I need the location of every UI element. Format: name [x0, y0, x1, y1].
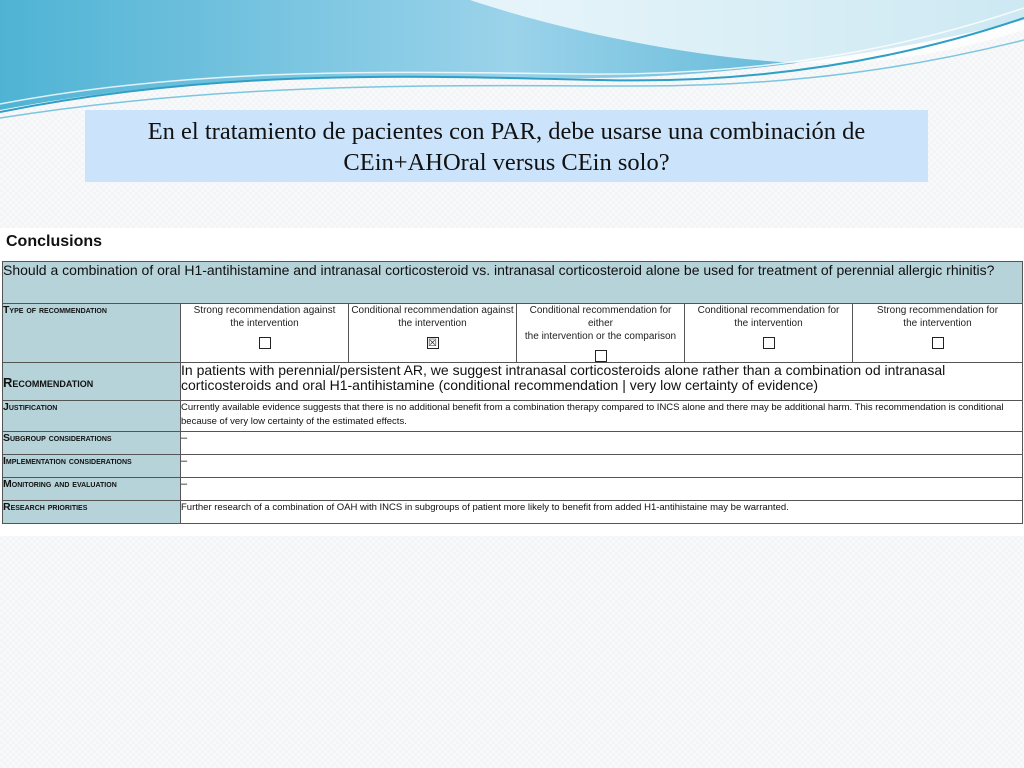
slide-title-line-2: CEin+AHOral versus CEin solo? — [343, 149, 670, 176]
option-conditional-for — [685, 304, 853, 363]
question-text: Should a combination of oral H1-antihistamine and intranasal corticosteroid vs. intranasal corticosteroid alone be used for treatment of perennial allergic rhinitis? — [3, 262, 1023, 304]
recommendation-label: Recommendation — [3, 363, 181, 401]
subgroup-label: Subgroup considerations — [3, 432, 181, 455]
conclusions-panel — [0, 228, 1024, 536]
option-line-2: the intervention — [230, 318, 299, 329]
option-line-2: the intervention — [734, 318, 803, 329]
research-row — [3, 501, 1023, 524]
implementation-label: Implementation considerations — [3, 455, 181, 478]
conclusions-heading: Conclusions — [6, 233, 103, 250]
slide-title-line-1: En el tratamiento de pacientes con PAR, debe usarse una combinación de — [147, 118, 866, 145]
option-line-1: Conditional recommendation against — [351, 305, 514, 316]
question-row — [3, 262, 1023, 304]
subgroup-row — [3, 432, 1023, 455]
monitoring-row — [3, 478, 1023, 501]
option-conditional-against — [349, 304, 517, 363]
justification-label: Justification — [3, 401, 181, 432]
type-of-recommendation-label: Type of recommendation — [3, 304, 181, 363]
research-text: Further research of a combination of OAH with INCS in subgroups of patient more likely to benefit from added H1-antihistaine may be warranted. — [181, 501, 1023, 524]
justification-row — [3, 401, 1023, 432]
decorative-wave — [0, 0, 1024, 120]
option-line-2: the intervention — [903, 318, 972, 329]
checkbox-conditional-against[interactable]: ☒ — [428, 338, 437, 349]
option-line-1: Strong recommendation for — [876, 305, 999, 316]
implementation-text: – — [181, 455, 1023, 478]
recommendation-text: In patients with perennial/persistent AR, we suggest intranasal corticosteroids alone rather than a combination od intranasal corticosteroids and oral H1-antihistamine (conditional recommendation | very low certainty of evidence) — [181, 363, 1023, 401]
option-conditional-either — [517, 304, 685, 363]
monitoring-text: – — [181, 478, 1023, 501]
recommendation-row — [3, 363, 1023, 401]
option-line-1: Conditional recommendation for — [697, 305, 840, 316]
justification-text: Currently available evidence suggests that there is no additional benefit from a combination therapy compared to INCS alone and there may be additional harm. This recommendation is conditional because of very low certainty of the estimated effects. — [181, 401, 1023, 432]
checkbox-strong-for[interactable] — [932, 337, 944, 349]
option-strong-for — [853, 304, 1023, 363]
option-line-2: the intervention or the comparison — [524, 331, 677, 342]
option-line-1: Conditional recommendation for either — [529, 305, 672, 329]
option-line-2: the intervention — [398, 318, 467, 329]
type-of-recommendation-row — [3, 304, 1023, 363]
checkbox-strong-against[interactable] — [259, 337, 271, 349]
conclusions-table — [2, 261, 1023, 524]
option-strong-against — [181, 304, 349, 363]
research-label: Research priorities — [3, 501, 181, 524]
subgroup-text: – — [181, 432, 1023, 455]
monitoring-label: Monitoring and evaluation — [3, 478, 181, 501]
checkbox-conditional-either[interactable] — [595, 350, 607, 362]
implementation-row — [3, 455, 1023, 478]
option-line-1: Strong recommendation against — [193, 305, 336, 316]
slide-title — [85, 110, 928, 182]
checkbox-conditional-for[interactable] — [763, 337, 775, 349]
